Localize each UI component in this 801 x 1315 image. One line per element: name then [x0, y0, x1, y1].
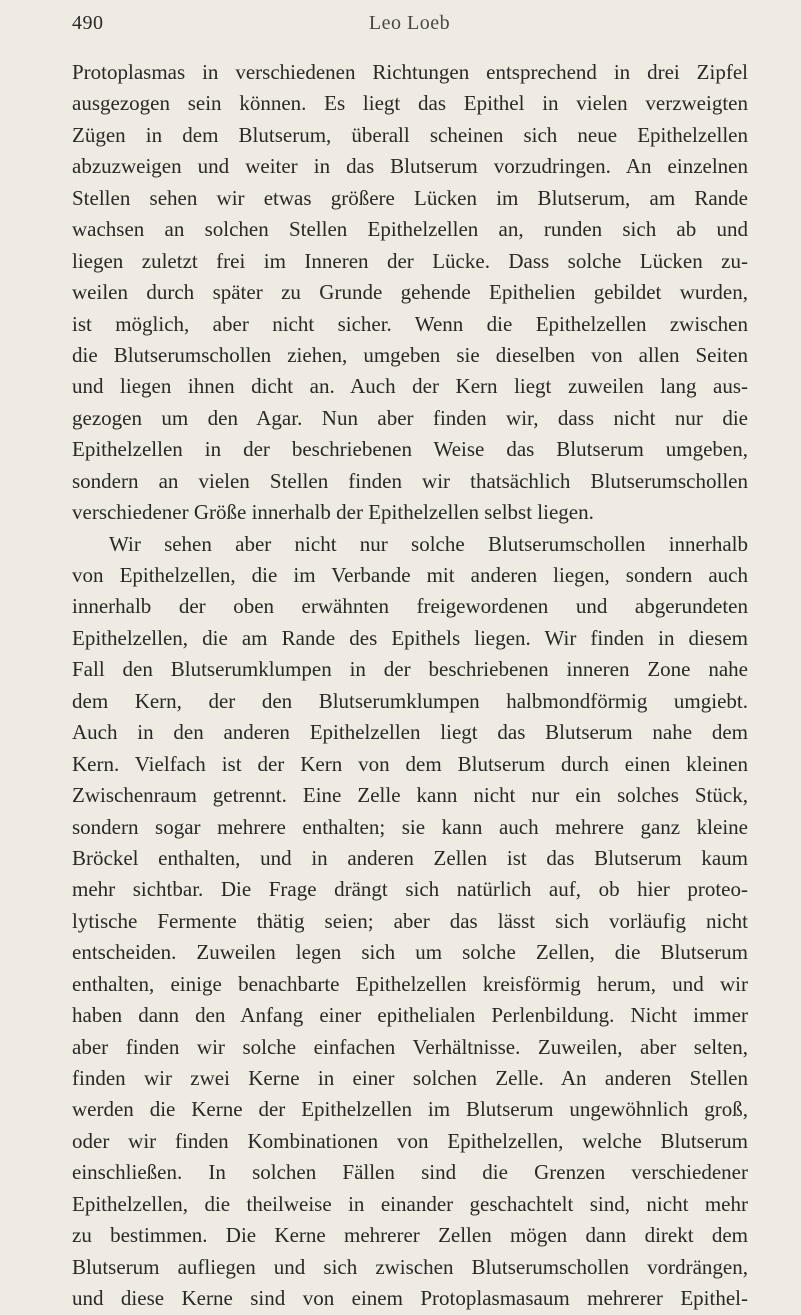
- text-line-39: Blutserum aufliegen und sich zwischen Blutserumschollen vordrängen,: [72, 1254, 748, 1279]
- text-line-5: Stellen sehen wir etwas größere Lücken im Blutserum, am Rande: [72, 185, 748, 210]
- text-line-21: dem Kern, der den Blutserumklumpen halbmondförmig umgiebt.: [72, 688, 748, 713]
- text-line-12: gezogen um den Agar. Nun aber finden wir, dass nicht nur die: [72, 405, 748, 430]
- text-line-20: Fall den Blutserumklumpen in der beschriebenen inneren Zone nahe: [72, 657, 748, 682]
- text-line-36: einschließen. In solchen Fällen sind die Grenzen verschiedener: [72, 1160, 748, 1185]
- text-line-19: Epithelzellen, die am Rande des Epithels liegen. Wir finden in diesem: [72, 625, 748, 650]
- running-head: [72, 10, 747, 36]
- text-line-13: Epithelzellen in der beschriebenen Weise das Blutserum umgeben,: [72, 437, 748, 462]
- text-line-14: sondern an vielen Stellen finden wir thatsächlich Blutserumschollen: [72, 468, 748, 493]
- text-line-25: sondern sogar mehrere enthalten; sie kann auch mehrere ganz kleine: [72, 814, 748, 839]
- text-line-16: Wir sehen aber nicht nur solche Blutserumschollen innerhalb: [109, 531, 748, 556]
- text-line-24: Zwischenraum getrennt. Eine Zelle kann nicht nur ein solches Stück,: [72, 783, 748, 808]
- text-line-22: Auch in den anderen Epithelzellen liegt das Blutserum nahe dem: [72, 720, 748, 745]
- text-line-27: mehr sichtbar. Die Frage drängt sich natürlich auf, ob hier proteo-: [72, 877, 748, 902]
- text-line-28: lytische Fermente thätig seien; aber das lässt sich vorläufig nicht: [72, 908, 748, 933]
- text-line-30: enthalten, einige benachbarte Epithelzellen kreisförmig herum, und wir: [72, 971, 748, 996]
- page-number: 490: [72, 12, 104, 34]
- text-line-29: entscheiden. Zuweilen legen sich um solche Zellen, die Blutserum: [72, 940, 748, 965]
- running-title: Leo Loeb: [368, 12, 451, 34]
- text-line-11: und liegen ihnen dicht an. Auch der Kern liegt zuweilen lang aus-: [72, 374, 748, 399]
- text-line-26: Bröckel enthalten, und in anderen Zellen ist das Blutserum kaum: [72, 845, 748, 870]
- text-line-8: weilen durch später zu Grunde gehende Epithelien gebildet wurden,: [72, 280, 748, 305]
- text-line-31: haben dann den Anfang einer epithelialen Perlenbildung. Nicht immer: [72, 1003, 748, 1028]
- text-line-2: ausgezogen sein können. Es liegt das Epithel in vielen verzweigten: [72, 91, 748, 116]
- text-line-9: ist möglich, aber nicht sicher. Wenn die Epithelzellen zwischen: [72, 311, 748, 336]
- text-line-15: verschiedener Größe innerhalb der Epithelzellen selbst liegen.: [72, 500, 594, 525]
- text-line-6: wachsen an solchen Stellen Epithelzellen an, runden sich ab und: [72, 217, 748, 242]
- text-line-3: Zügen in dem Blutserum, überall scheinen sich neue Epithelzellen: [72, 122, 748, 147]
- text-line-18: innerhalb der oben erwähnten freigewordenen und abgerundeten: [72, 594, 748, 619]
- body-text: [72, 57, 748, 1315]
- text-line-1: Protoplasmas in verschiedenen Richtungen entsprechend in drei Zipfel: [72, 60, 748, 84]
- text-line-38: zu bestimmen. Die Kerne mehrerer Zellen mögen dann direkt dem: [72, 1223, 748, 1248]
- text-line-37: Epithelzellen, die theilweise in einander geschachtelt sind, nicht mehr: [72, 1191, 748, 1216]
- text-line-40: und diese Kerne sind von einem Protoplasmasaum mehrerer Epithel-: [72, 1286, 748, 1311]
- text-line-35: oder wir finden Kombinationen von Epithelzellen, welche Blutserum: [72, 1128, 748, 1153]
- text-line-10: die Blutserumschollen ziehen, umgeben sie dieselben von allen Seiten: [72, 342, 748, 367]
- text-line-33: finden wir zwei Kerne in einer solchen Zelle. An anderen Stellen: [72, 1066, 748, 1090]
- text-line-32: aber finden wir solche einfachen Verhältnisse. Zuweilen, aber selten,: [72, 1034, 748, 1059]
- text-line-7: liegen zuletzt frei im Inneren der Lücke. Dass solche Lücken zu-: [72, 248, 748, 273]
- text-line-4: abzuzweigen und weiter in das Blutserum vorzudringen. An einzelnen: [72, 154, 748, 179]
- text-line-34: werden die Kerne der Epithelzellen im Blutserum ungewöhnlich groß,: [72, 1097, 748, 1122]
- text-line-17: von Epithelzellen, die im Verbande mit anderen liegen, sondern auch: [72, 563, 748, 587]
- text-line-23: Kern. Vielfach ist der Kern von dem Blutserum durch einen kleinen: [72, 751, 748, 776]
